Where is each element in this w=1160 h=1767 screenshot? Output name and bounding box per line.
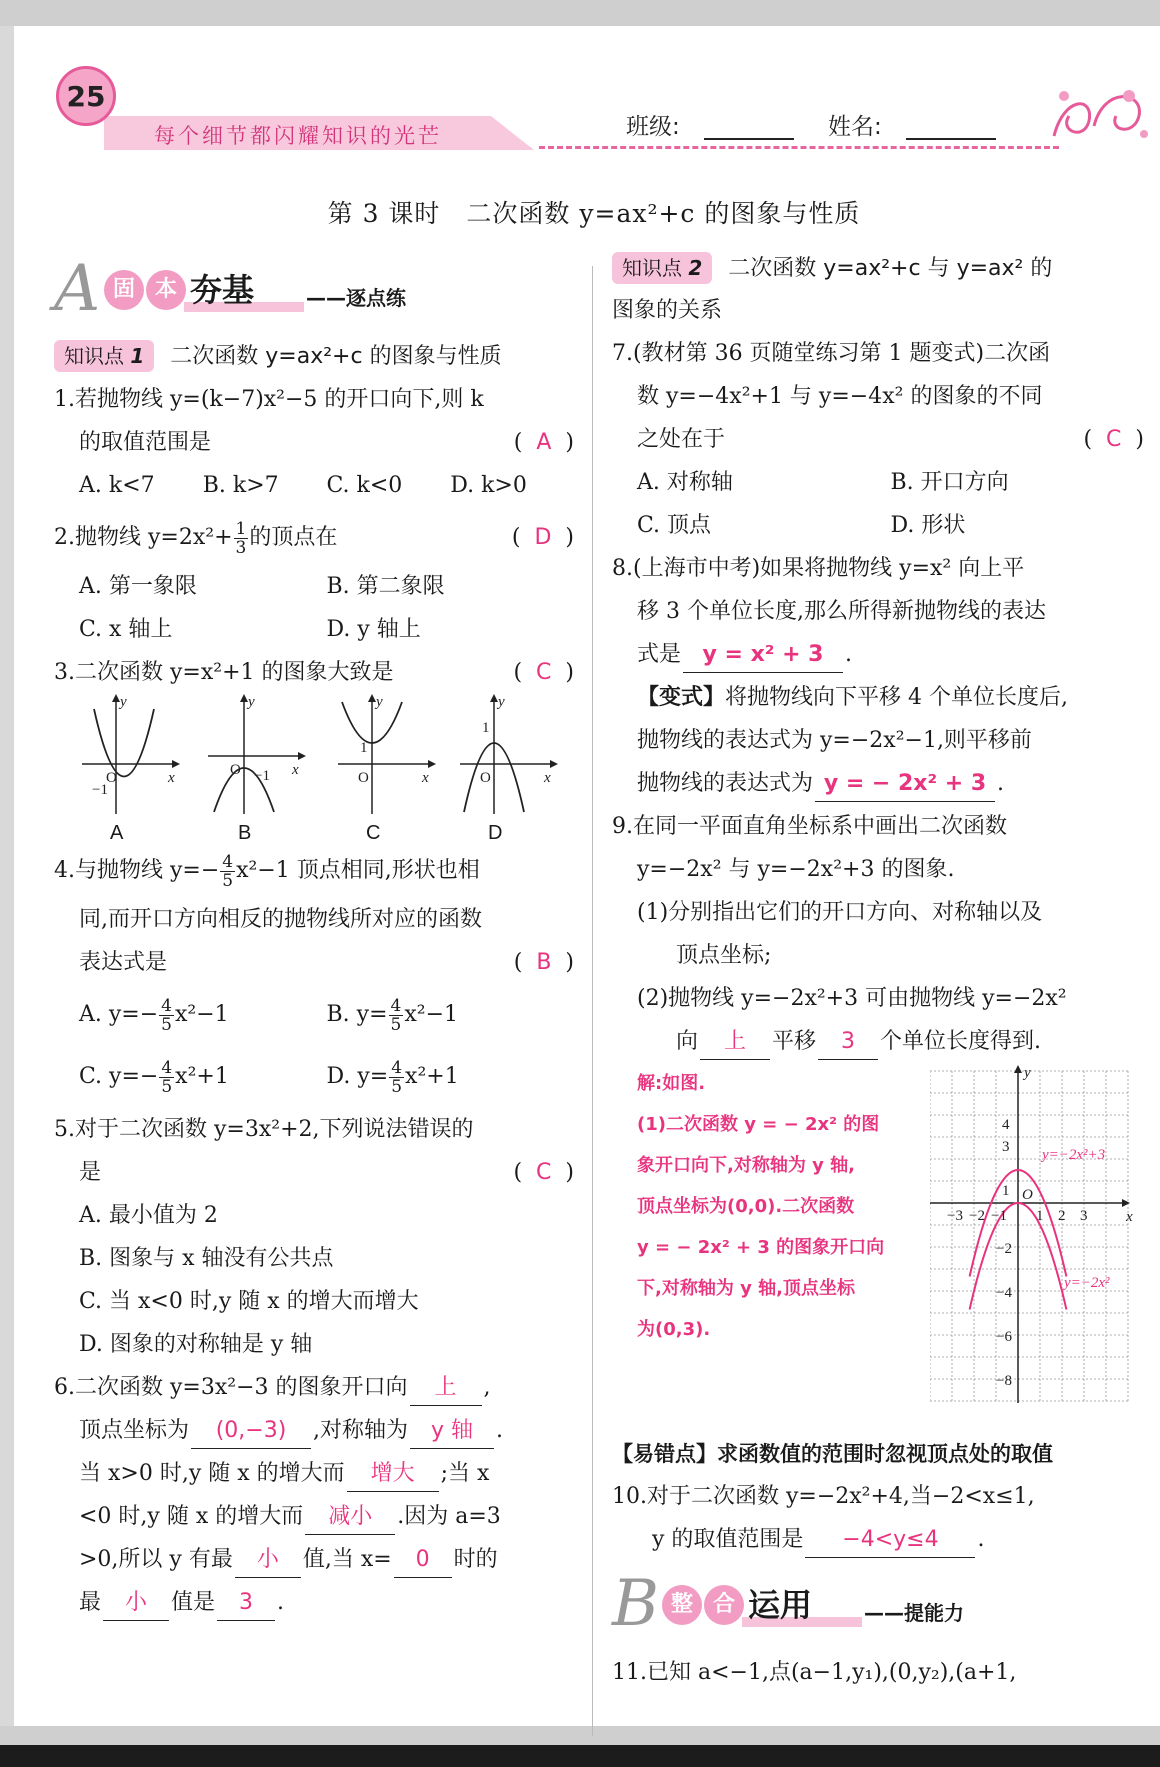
q1-stem-l1: 1.若抛物线 y=(k−7)x²−5 的开口向下,则 k xyxy=(54,387,484,412)
q8-variant-l2: 抛物线的表达式为 y=−2x²−1,则平移前 xyxy=(637,728,1032,753)
q3-a-axis-x: x xyxy=(168,770,175,786)
q3-a-axis-y: y xyxy=(120,694,127,710)
kp1-tag: 知识点 1 xyxy=(54,340,154,372)
q9-ytick-1: 1 xyxy=(1002,1183,1010,1199)
q6-text-1: 6.二次函数 y=3x²−3 的图象开口向 xyxy=(54,1375,408,1400)
q2-stem-pre: 2.抛物线 y=2x²+ xyxy=(54,525,233,550)
q9-ytick-3: 3 xyxy=(1002,1139,1010,1155)
q4-options xyxy=(54,984,574,1108)
q1-option-c: C. k<0 xyxy=(326,473,403,498)
section-a-header xyxy=(54,252,574,336)
q8-stem-l2: 移 3 个单位长度,那么所得新抛物线的表达 xyxy=(637,599,1046,624)
q9-xtick-1: 1 xyxy=(1036,1208,1044,1224)
q9-stem-l1: 9.在同一平面直角坐标系中画出二次函数 xyxy=(612,814,1007,839)
q6-blank-5: 减小 xyxy=(305,1500,395,1535)
q7-answer: C xyxy=(1106,427,1122,452)
q4-option-c: C. y=− $\frac{4}{5}$ x²+1 xyxy=(79,1057,229,1097)
q3-c-tick: 1 xyxy=(360,740,368,756)
q4-stem-post: x²−1 顶点相同,形状也相 xyxy=(236,858,480,883)
kp1-title: 二次函数 y=ax²+c 的图象与性质 xyxy=(170,344,502,369)
q10-blank: −4<y≤4 xyxy=(805,1523,975,1558)
q4-answer-paren: ( B ) xyxy=(513,950,574,975)
section-a-char1: 固 xyxy=(104,270,144,310)
question-5 xyxy=(54,1108,574,1366)
workbook-page xyxy=(0,26,1160,1726)
kp2-title-l1: 二次函数 y=ax²+c 与 y=ax² 的 xyxy=(728,256,1053,281)
q6-blank-2: (0,−3) xyxy=(191,1414,311,1449)
q9-sol-l4: 顶点坐标为(0,0).二次函数 xyxy=(637,1196,855,1217)
q2-option-d: D. y 轴上 xyxy=(326,617,421,642)
q6-text-2: 顶点坐标为 xyxy=(79,1418,190,1443)
q6-blank-1: 上 xyxy=(410,1371,482,1406)
q9-sol-l3: 象开口向下,对称轴为 y 轴, xyxy=(637,1155,855,1176)
q6-blank-7: 0 xyxy=(394,1543,452,1578)
q3-graphs-svg xyxy=(54,694,574,814)
q9-stem-l2: y=−2x² 与 y=−2x²+3 的图象. xyxy=(637,857,955,882)
section-a-letter: A xyxy=(54,252,101,326)
q7-option-c: C. 顶点 xyxy=(637,513,712,538)
section-b-letter: B xyxy=(612,1567,660,1641)
q9-ytick-4: 4 xyxy=(1002,1117,1010,1133)
q5-option-c: C. 当 x<0 时,y 随 x 的增大而增大 xyxy=(79,1289,419,1314)
q2-option-c: C. x 轴上 xyxy=(79,617,173,642)
q4-option-a: A. y=− $\frac{4}{5}$ x²−1 xyxy=(79,995,229,1035)
section-a-char2: 本 xyxy=(146,270,186,310)
q2-fraction: $\frac{1}{3}$ xyxy=(235,518,247,558)
q8-variant-l1: 将抛物线向下平移 4 个单位长度后, xyxy=(725,685,1068,710)
knowledge-point-2 xyxy=(612,248,1144,290)
q1-options xyxy=(54,464,574,507)
q8-variant-l3: 抛物线的表达式为 xyxy=(637,771,814,796)
q9-xtick-2: 2 xyxy=(1058,1208,1066,1224)
easy-mistake-tag: 【易错点】 xyxy=(612,1442,717,1466)
section-b-word: 运用 xyxy=(748,1586,813,1624)
section-b-char2: 合 xyxy=(704,1585,744,1625)
q3-b-axis-y: y xyxy=(248,694,255,710)
q5-answer: C xyxy=(536,1160,552,1185)
q5-option-a: A. 最小值为 2 xyxy=(79,1203,218,1228)
section-a-sub: ——逐点练 xyxy=(306,286,406,310)
name-label: 姓名: xyxy=(828,114,882,140)
q2-option-a: A. 第一象限 xyxy=(79,574,197,599)
q4-stem-l3: 表达式是 xyxy=(79,950,168,975)
q10-stem-l2: y 的取值范围是 xyxy=(652,1527,804,1552)
q3-graph-c xyxy=(338,694,436,814)
question-10: 10.对于二次函数 y=−2x²+4,当−2<x≤1, y 的取值范围是 −4<y≤4 . xyxy=(612,1475,1144,1561)
q3-d-tick: 1 xyxy=(482,720,490,736)
right-column xyxy=(612,248,1144,1694)
q5-stem-l1: 5.对于二次函数 y=3x²+2,下列说法错误的 xyxy=(54,1117,474,1142)
q9-blank-1: 上 xyxy=(700,1025,770,1060)
question-11 xyxy=(612,1651,1144,1694)
class-label: 班级: xyxy=(626,114,680,140)
q9-solution-area xyxy=(612,1063,1144,1403)
question-4 xyxy=(54,844,574,1108)
page-number: 25 xyxy=(56,66,116,126)
q6-blank-8: 小 xyxy=(103,1586,169,1621)
section-a-word: 夯基 xyxy=(190,271,255,309)
q7-stem-l1: 7.(教材第 36 页随堂练习第 1 题变式)二次函 xyxy=(612,341,1051,366)
q9-xtick-3: 3 xyxy=(1080,1208,1088,1224)
q9-part2-pre: 向 xyxy=(676,1029,699,1054)
q9-label-curve2: y=−2x² xyxy=(1064,1275,1110,1291)
q3-label-b: B xyxy=(238,822,252,844)
q3-a-origin: O xyxy=(106,770,117,786)
section-b-char1: 整 xyxy=(662,1585,702,1625)
question-3 xyxy=(54,651,574,844)
kp2-title-l2: 图象的关系 xyxy=(612,298,723,323)
q9-sol-l5: y = − 2x² + 3 的图象开口向 xyxy=(637,1237,885,1258)
q2-option-b: B. 第二象限 xyxy=(326,574,445,599)
q3-graph-b xyxy=(208,694,306,814)
q4-answer: B xyxy=(536,950,552,975)
q3-d-axis-y: y xyxy=(498,694,505,710)
q8-variant-blank: y = − 2x² + 3 xyxy=(815,767,995,802)
lesson-title: 第 3 课时 二次函数 y=ax²+c 的图象与性质 xyxy=(327,199,861,228)
q3-d-origin: O xyxy=(480,770,491,786)
question-7 xyxy=(612,332,1144,547)
q1-option-d: D. k>0 xyxy=(450,473,527,498)
q6-text-3: 当 x>0 时,y 随 x 的增大而 xyxy=(79,1461,345,1486)
q3-answer: C xyxy=(536,660,552,685)
q9-label-curve1: y=−2x²+3 xyxy=(1042,1147,1106,1163)
kp2-tag: 知识点 2 xyxy=(612,252,712,284)
q6-blank-4: 增大 xyxy=(347,1457,439,1492)
q6-text-5: >0,所以 y 有最 xyxy=(79,1547,233,1572)
q1-option-b: B. k>7 xyxy=(202,473,279,498)
q9-origin: O xyxy=(1022,1187,1033,1203)
q9-xtick-n1: −1 xyxy=(991,1208,1007,1224)
q5-answer-paren: ( C ) xyxy=(513,1160,574,1185)
q4-option-b: B. y= $\frac{4}{5}$ x²−1 xyxy=(326,995,459,1035)
question-6: 6.二次函数 y=3x²−3 的图象开口向 上 , 顶点坐标为 (0,−3) ,对称轴为 y 轴 . 当 x>0 时,y 随 x 的增大而 增大 ;当 x <0 时,y 随 x 的增大而 减小 .因为 a=3 >0,所以 y 有最 小 值,当 x= 0 时的 最 小 值是 3 . xyxy=(54,1366,574,1624)
q10-stem-l1: 10.对于二次函数 y=−2x²+4,当−2<x≤1, xyxy=(612,1484,1035,1509)
q1-answer-paren: ( A ) xyxy=(513,430,574,455)
q3-label-c: C xyxy=(366,822,381,844)
q8-variant-tag: 【变式】 xyxy=(637,685,726,710)
q3-b-tick: −1 xyxy=(254,768,270,784)
q3-label-a: A xyxy=(110,822,124,844)
q5-option-d: D. 图象的对称轴是 y 轴 xyxy=(79,1332,313,1357)
q9-part1-l2: 顶点坐标; xyxy=(676,943,772,968)
motto-text: 每个细节都闪耀知识的光芒 xyxy=(154,124,442,148)
q9-axis-y: y xyxy=(1024,1065,1031,1081)
q9-sol-l6: 下,对称轴为 y 轴,顶点坐标 xyxy=(637,1278,855,1299)
q9-ytick-n8: −8 xyxy=(996,1373,1012,1389)
q7-answer-paren: ( C ) xyxy=(1083,427,1144,452)
page-header xyxy=(44,66,1144,156)
q3-graph-d xyxy=(460,694,558,814)
name-field[interactable] xyxy=(906,138,996,140)
q9-axis-x: x xyxy=(1126,1209,1133,1225)
q6-blank-9: 3 xyxy=(217,1586,275,1621)
q3-graph-a xyxy=(82,694,180,814)
q7-option-b: B. 开口方向 xyxy=(890,470,1009,495)
left-column xyxy=(54,252,574,1624)
q6-text-6: 最 xyxy=(79,1590,102,1615)
q9-sol-l2: (1)二次函数 y = − 2x² 的图 xyxy=(637,1114,880,1135)
q9-sol-l1: 解:如图. xyxy=(637,1073,706,1094)
q3-label-d: D xyxy=(488,822,503,844)
bottom-bar xyxy=(0,1745,1160,1767)
q5-option-b: B. 图象与 x 轴没有公共点 xyxy=(79,1246,334,1271)
q9-xtick-n3: −3 xyxy=(947,1208,963,1224)
q3-c-axis-x: x xyxy=(422,770,429,786)
q4-stem-pre: 4.与抛物线 y=− xyxy=(54,858,220,883)
q9-part2-l1: (2)抛物线 y=−2x²+3 可由抛物线 y=−2x² xyxy=(637,986,1067,1011)
header-dash-line xyxy=(539,146,1059,149)
q3-c-origin: O xyxy=(358,770,369,786)
q9-blank-2: 3 xyxy=(818,1025,878,1060)
question-2 xyxy=(54,511,574,651)
q8-stem-l1: 8.(上海市中考)如果将抛物线 y=x² 向上平 xyxy=(612,556,1025,581)
q1-answer: A xyxy=(536,430,552,455)
q2-options xyxy=(54,565,574,651)
q3-stem: 3.二次函数 y=x²+1 的图象大致是 xyxy=(54,660,394,685)
q7-option-a: A. 对称轴 xyxy=(637,470,733,495)
q9-part1-l1: (1)分别指出它们的开口方向、对称轴以及 xyxy=(637,900,1043,925)
q9-ytick-n6: −6 xyxy=(996,1329,1012,1345)
section-b-header xyxy=(612,1567,1144,1651)
class-field[interactable] xyxy=(704,138,794,140)
q2-answer-paren: ( D ) xyxy=(511,525,574,550)
flourish-decoration-icon xyxy=(1044,76,1154,156)
q3-c-axis-y: y xyxy=(376,694,383,710)
q4-stem-l2: 同,而开口方向相反的抛物线所对应的函数 xyxy=(79,907,482,932)
q8-blank: y = x² + 3 xyxy=(683,638,843,673)
q4-fraction: $\frac{4}{5}$ xyxy=(222,851,234,891)
q2-stem-post: 的顶点在 xyxy=(249,525,338,550)
q6-text-4: <0 时,y 随 x 的增大而 xyxy=(79,1504,304,1529)
q3-answer-paren: ( C ) xyxy=(513,660,574,685)
q6-blank-3: y 轴 xyxy=(410,1414,494,1449)
q1-stem-l2: 的取值范围是 xyxy=(79,430,212,455)
q7-options xyxy=(612,461,1144,547)
q9-xtick-n2: −2 xyxy=(969,1208,985,1224)
q7-option-d: D. 形状 xyxy=(890,513,966,538)
section-b-sub: ——提能力 xyxy=(864,1601,964,1625)
q3-graph-options xyxy=(54,694,574,844)
q3-a-tick: −1 xyxy=(92,782,108,798)
q3-b-origin: O xyxy=(230,762,241,778)
q7-stem-l2: 数 y=−4x²+1 与 y=−4x² 的图象的不同 xyxy=(637,384,1043,409)
q3-b-axis-x: x xyxy=(292,762,299,778)
q9-graph-svg xyxy=(930,1063,1140,1403)
question-9: 9.在同一平面直角坐标系中画出二次函数 y=−2x² 与 y=−2x²+3 的图象. (1)分别指出它们的开口方向、对称轴以及 顶点坐标; (2)抛物线 y=−2x²+3 可由抛物线 y=−2x² 向 上 平移 3 个单位长度得到. 解:如图. (1)二次函数 y = − 2x² 的图 象开口向下,对称轴为 y 轴, 顶点坐标为(0,0).二次函数 y = − 2x² + 3 的图象开口向 下,对称轴为 y 轴,顶点坐标 为(0,3). y x O −3 −2 −1 1 2 3 4 3 1 −2 −4 −6 −8 y=−2x²+3 y=−2x² xyxy=(612,805,1144,1403)
q1-option-a: A. k<7 xyxy=(79,473,155,498)
q9-sol-l7: 为(0,3). xyxy=(637,1319,711,1340)
easy-mistake xyxy=(612,1433,1144,1475)
q2-answer: D xyxy=(534,525,552,550)
q9-ytick-n2: −2 xyxy=(996,1241,1012,1257)
q4-option-d: D. y= $\frac{4}{5}$ x²+1 xyxy=(326,1057,459,1097)
easy-mistake-text: 求函数值的范围时忽视顶点处的取值 xyxy=(717,1442,1053,1466)
q9-solution xyxy=(612,1063,932,1350)
q9-ytick-n4: −4 xyxy=(996,1285,1012,1301)
q3-d-axis-x: x xyxy=(544,770,551,786)
column-divider xyxy=(592,266,593,1736)
q11-stem-l1: 11.已知 a<−1,点(a−1,y₁),(0,y₂),(a+1, xyxy=(612,1660,1017,1685)
q6-blank-6: 小 xyxy=(235,1543,301,1578)
question-8: 8.(上海市中考)如果将抛物线 y=x² 向上平 移 3 个单位长度,那么所得新抛物线的表达 式是 y = x² + 3 . 【变式】将抛物线向下平移 4 个单位长度后, 抛物线的表达式为 y=−2x²−1,则平移前 抛物线的表达式为 y = − 2x² + 3 . xyxy=(612,547,1144,805)
q7-stem-l3: 之处在于 xyxy=(637,427,726,452)
q8-stem-l3: 式是 xyxy=(637,642,682,667)
q5-stem-l2: 是 xyxy=(79,1160,102,1185)
knowledge-point-1 xyxy=(54,336,574,378)
question-1 xyxy=(54,378,574,507)
